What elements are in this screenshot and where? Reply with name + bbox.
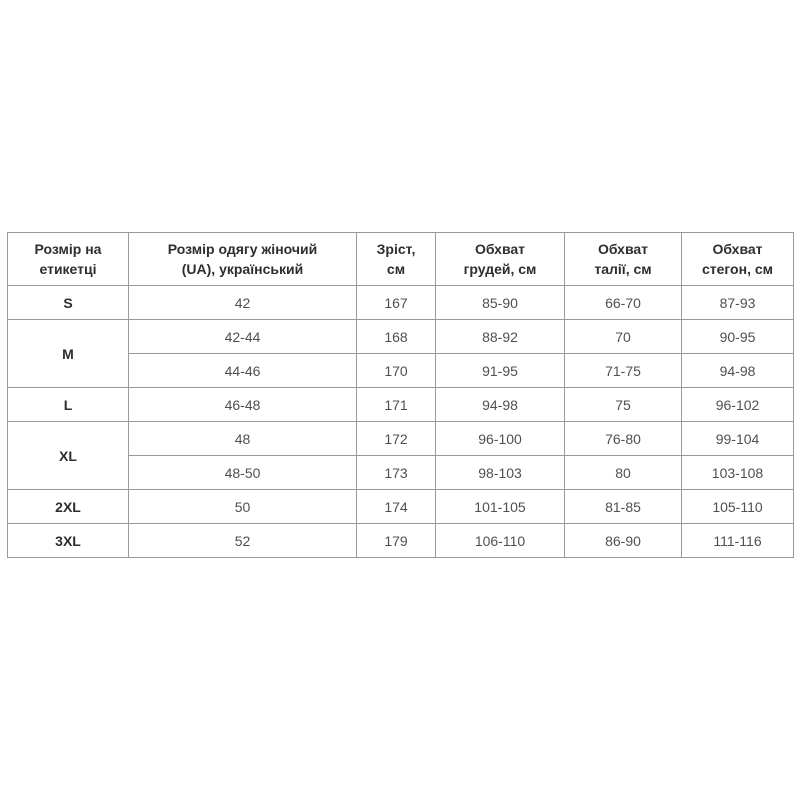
chest-cell: 94-98 xyxy=(436,388,565,422)
size-label: M xyxy=(8,320,129,388)
waist-cell: 75 xyxy=(565,388,682,422)
ua-size-cell: 44-46 xyxy=(129,354,357,388)
hips-cell: 111-116 xyxy=(682,524,794,558)
size-label: L xyxy=(8,388,129,422)
waist-cell: 71-75 xyxy=(565,354,682,388)
table-header xyxy=(8,233,794,286)
ua-size-cell: 50 xyxy=(129,490,357,524)
hips-cell: 99-104 xyxy=(682,422,794,456)
height-cell: 168 xyxy=(357,320,436,354)
ua-size-cell: 42-44 xyxy=(129,320,357,354)
waist-cell: 81-85 xyxy=(565,490,682,524)
table-row xyxy=(8,388,794,422)
ua-size-cell: 52 xyxy=(129,524,357,558)
header-height: Зріст, см xyxy=(357,233,436,286)
hips-cell: 87-93 xyxy=(682,286,794,320)
hips-cell: 90-95 xyxy=(682,320,794,354)
hips-cell: 94-98 xyxy=(682,354,794,388)
height-cell: 179 xyxy=(357,524,436,558)
size-chart-table xyxy=(7,232,794,558)
chest-cell: 85-90 xyxy=(436,286,565,320)
height-cell: 174 xyxy=(357,490,436,524)
waist-cell: 70 xyxy=(565,320,682,354)
table-row xyxy=(8,422,794,456)
chest-cell: 91-95 xyxy=(436,354,565,388)
hips-cell: 96-102 xyxy=(682,388,794,422)
header-chest: Обхват грудей, см xyxy=(436,233,565,286)
header-label-size: Розмір на етикетці xyxy=(8,233,129,286)
waist-cell: 66-70 xyxy=(565,286,682,320)
ua-size-cell: 48 xyxy=(129,422,357,456)
chest-cell: 106-110 xyxy=(436,524,565,558)
header-ua-size: Розмір одягу жіночий (UA), український xyxy=(129,233,357,286)
size-label: XL xyxy=(8,422,129,490)
table-body xyxy=(8,286,794,558)
size-label: 3XL xyxy=(8,524,129,558)
size-label: 2XL xyxy=(8,490,129,524)
table-row xyxy=(8,286,794,320)
table-row xyxy=(8,524,794,558)
waist-cell: 80 xyxy=(565,456,682,490)
ua-size-cell: 42 xyxy=(129,286,357,320)
chest-cell: 88-92 xyxy=(436,320,565,354)
waist-cell: 86-90 xyxy=(565,524,682,558)
table-row xyxy=(8,320,794,354)
hips-cell: 103-108 xyxy=(682,456,794,490)
hips-cell: 105-110 xyxy=(682,490,794,524)
height-cell: 170 xyxy=(357,354,436,388)
table-row xyxy=(8,490,794,524)
chest-cell: 101-105 xyxy=(436,490,565,524)
header-waist: Обхват талії, см xyxy=(565,233,682,286)
chest-cell: 98-103 xyxy=(436,456,565,490)
header-hips: Обхват стегон, см xyxy=(682,233,794,286)
height-cell: 171 xyxy=(357,388,436,422)
height-cell: 173 xyxy=(357,456,436,490)
size-label: S xyxy=(8,286,129,320)
height-cell: 172 xyxy=(357,422,436,456)
ua-size-cell: 48-50 xyxy=(129,456,357,490)
waist-cell: 76-80 xyxy=(565,422,682,456)
chest-cell: 96-100 xyxy=(436,422,565,456)
ua-size-cell: 46-48 xyxy=(129,388,357,422)
header-row xyxy=(8,233,794,286)
height-cell: 167 xyxy=(357,286,436,320)
